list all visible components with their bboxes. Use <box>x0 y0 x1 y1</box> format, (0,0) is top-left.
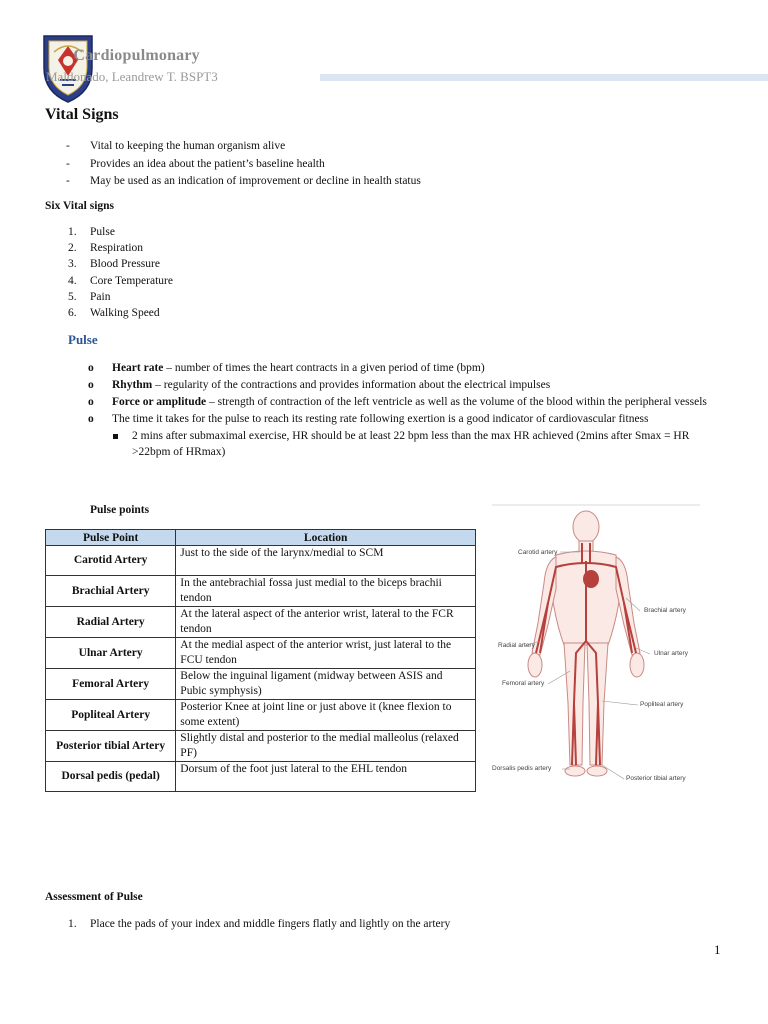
list-item <box>68 918 450 930</box>
list-item <box>68 224 173 240</box>
list-number: 1. <box>68 918 77 930</box>
dash-marker: - <box>66 140 70 152</box>
list-number: 3. <box>68 258 77 271</box>
table-row <box>46 669 476 700</box>
list-item <box>68 289 173 305</box>
square-bullet-icon <box>113 434 118 439</box>
location-cell: Posterior Knee at joint line or just above it (knee flexion to some extent) <box>176 700 476 731</box>
label-brachial-artery: Brachial artery <box>644 607 686 614</box>
list-item <box>68 240 173 256</box>
location-cell: Below the inguinal ligament (midway between ASIS and Pubic symphysis) <box>176 669 476 700</box>
list-item-text: Provides an idea about the patient’s baseline health <box>90 157 325 170</box>
pulse-point-cell: Posterior tibial Artery <box>46 731 176 762</box>
course-title <box>46 47 200 65</box>
table-row <box>46 607 476 638</box>
label-radial-artery: Radial artery <box>498 642 535 649</box>
list-item-text: Place the pads of your index and middle fingers flatly and lightly on the artery <box>90 918 451 930</box>
pulse-point-cell: Dorsal pedis (pedal) <box>46 762 176 792</box>
page-number: 1 <box>714 942 721 957</box>
pulse-point-cell: Brachial Artery <box>46 576 176 607</box>
list-item <box>68 305 173 321</box>
sub-item-text: 2 mins after submaximal exercise, HR should be at least 22 bpm less than the max HR achieved (2mins after Smax = HR >22bpm of HRmax) <box>132 430 690 458</box>
label-popliteal-artery: Popliteal artery <box>640 701 684 708</box>
list-item <box>88 360 722 377</box>
school-crest-logo <box>40 30 96 104</box>
location-cell: In the antebrachial fossa just medial to the biceps brachii tendon <box>176 576 476 607</box>
location-cell: Just to the side of the larynx/medial to SCM <box>176 546 476 576</box>
term: Force or amplitude <box>112 396 207 408</box>
six-vital-signs-heading: Six Vital signs <box>45 200 115 212</box>
list-item-text: Pain <box>90 290 111 303</box>
label-posterior-tibial-artery: Posterior tibial artery <box>626 775 686 782</box>
list-item <box>68 273 173 289</box>
pulse-point-cell: Ulnar Artery <box>46 638 176 669</box>
column-header: Pulse Point <box>46 530 176 546</box>
list-item <box>66 156 421 174</box>
list-number: 4. <box>68 274 77 287</box>
list-number: 6. <box>68 306 77 319</box>
column-header: Location <box>176 530 476 546</box>
pulse-points-title: Pulse points <box>90 504 150 516</box>
table-row <box>46 700 476 731</box>
list-item <box>88 394 722 411</box>
term: Rhythm <box>112 379 153 391</box>
author-line <box>46 69 218 85</box>
term: Heart rate <box>112 362 164 374</box>
list-number: 1. <box>68 226 77 238</box>
author-name: Maldonado, Leandrew T. BSPT3 <box>46 69 218 84</box>
list-item-text: Pulse <box>90 226 115 238</box>
list-item-text: Respiration <box>90 242 144 255</box>
list-item <box>88 377 722 394</box>
list-item-text: Walking Speed <box>90 306 160 319</box>
intro-list <box>66 138 421 191</box>
arterial-system-figure <box>490 503 702 799</box>
list-item <box>68 256 173 272</box>
table-row <box>46 638 476 669</box>
pulse-heading: Pulse <box>68 332 98 347</box>
circle-bullet-icon: o <box>88 362 94 374</box>
label-femoral-artery: Femoral artery <box>502 680 545 687</box>
list-item-text: Blood Pressure <box>90 258 160 271</box>
pulse-bullets <box>88 360 722 460</box>
list-item <box>88 411 722 428</box>
label-carotid-artery: Carotid artery <box>518 549 558 556</box>
pulse-point-cell: Radial Artery <box>46 607 176 638</box>
list-item-text: Core Temperature <box>90 274 173 287</box>
pulse-point-cell: Femoral Artery <box>46 669 176 700</box>
label-ulnar-artery: Ulnar artery <box>654 650 688 657</box>
list-item <box>66 138 421 156</box>
table-row <box>46 762 476 792</box>
list-item <box>66 173 421 191</box>
header-accent-bar <box>320 74 768 81</box>
label-dorsalis-pedis-artery: Dorsalis pedis artery <box>492 765 552 772</box>
six-signs-list <box>68 224 173 321</box>
assessment-heading: Assessment of Pulse <box>45 891 143 903</box>
circle-bullet-icon: o <box>88 413 94 425</box>
dash-marker: - <box>66 157 70 170</box>
pulse-point-cell: Popliteal Artery <box>46 700 176 731</box>
circle-bullet-icon: o <box>88 396 94 408</box>
table-row <box>46 576 476 607</box>
circle-bullet-icon: o <box>88 379 94 391</box>
definition: – strength of contraction of the left ventricle as well as the volume of the blood within the peripheral vessels <box>206 396 707 408</box>
dash-marker: - <box>66 175 70 187</box>
list-number: 2. <box>68 242 77 255</box>
definition: – regularity of the contractions and provides information about the electrical impulses <box>152 379 551 391</box>
list-item-text: Vital to keeping the human organism alive <box>90 140 286 152</box>
list-number: 5. <box>68 290 77 303</box>
section-title: Vital Signs <box>45 106 119 123</box>
location-cell: Slightly distal and posterior to the medial malleolus (relaxed PF) <box>176 731 476 762</box>
pulse-point-cell: Carotid Artery <box>46 546 176 576</box>
definition: The time it takes for the pulse to reach its resting rate following exertion is a good indicator of cardiovascular fitness <box>112 413 649 425</box>
table-row <box>46 731 476 762</box>
location-cell: At the medial aspect of the anterior wrist, just lateral to the FCU tendon <box>176 638 476 669</box>
definition: – number of times the heart contracts in a given period of time (bpm) <box>163 362 485 374</box>
location-cell: Dorsum of the foot just lateral to the EHL tendon <box>176 762 476 792</box>
location-cell: At the lateral aspect of the anterior wrist, lateral to the FCR tendon <box>176 607 476 638</box>
sub-list-item <box>88 428 722 460</box>
list-item-text: May be used as an indication of improvement or decline in health status <box>90 175 421 187</box>
table-row <box>46 546 476 576</box>
course-name: Cardiopulmonary <box>73 47 200 64</box>
table-header-row <box>46 530 476 546</box>
pulse-points-table <box>45 529 476 792</box>
